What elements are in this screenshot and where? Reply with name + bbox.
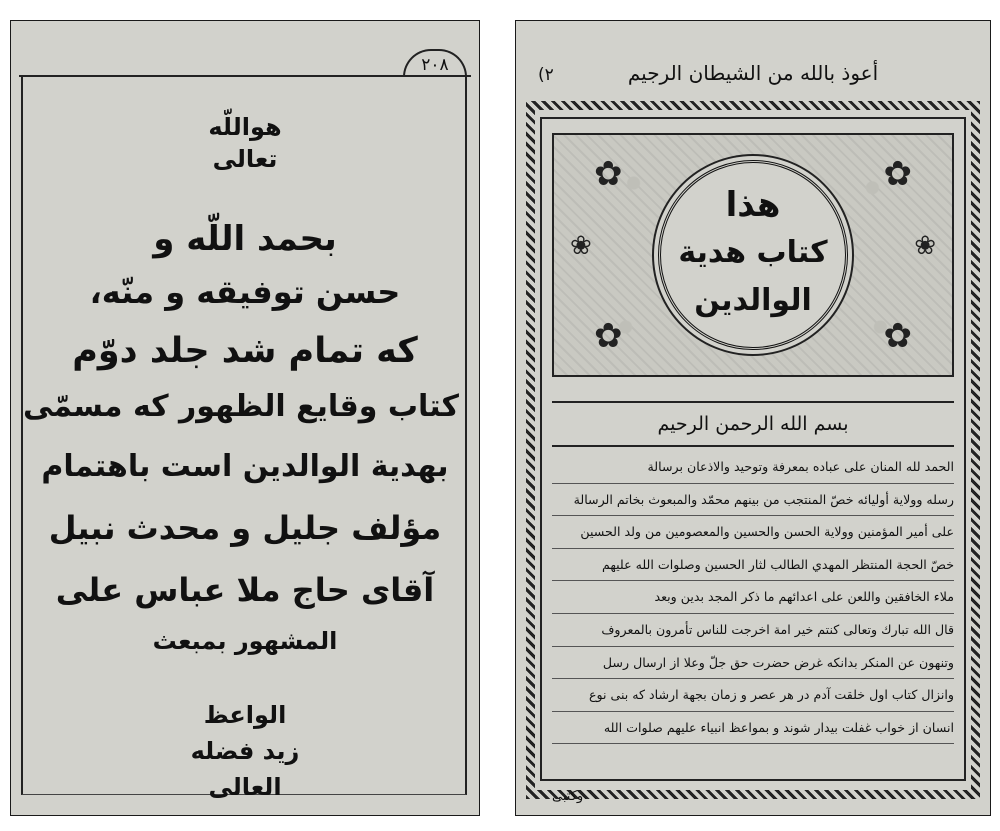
colophon-line: آقای حاج ملا عباس علی [55,571,435,609]
title-medallion [658,160,848,350]
left-page [10,20,480,816]
colophon-line: مؤلف جلیل و محدث نبیل [48,509,442,547]
colophon-line: المشهور بمبعث [152,627,338,655]
flower-ornament-icon: ✿ [594,316,623,356]
right-page [515,20,991,816]
colophon-line: حسن توفیقه و منّه، [89,273,401,311]
book-title-line: کتاب هدیة [678,235,828,270]
page-number-right: (۲ [538,65,554,85]
colophon-line: بهدیة الوالدین است باهتمام [41,449,449,484]
body-text-line: خصّ الحجة المنتظر المهدي الطالب لثار الحسين وصلوات الله عليهم [552,549,954,582]
body-text-line: انسان از خواب غفلت بیدار شوند و بمواعظ انبیاء علیهم صلوات الله [552,712,954,745]
body-text-line: على أمير المؤمنين وولاية الحسن والحسين والمعصومين من ولد الحسين [552,516,954,549]
flower-ornament-icon: ❀ [914,231,936,261]
invocation-line: تعالی [212,145,278,173]
left-page-frame [21,75,467,795]
body-text-line: وانزال کتاب اول خلقت آدم در هر عصر و زمان بجهة ارشاد که بنی نوع [552,679,954,712]
flower-ornament-icon: ✿ [594,154,623,194]
page-number-left: ۲۰۸ [403,49,467,77]
book-title-line: هذا [725,185,781,225]
body-text-line: رسله وولاية أوليائه خصّ المنتجب من بينهم محمّد والمبعوث بخاتم الرسالة [552,484,954,517]
title-panel [552,133,954,377]
isti-adha-header: أعوذ بالله من الشيطان الرجيم [627,61,879,85]
flower-ornament-icon: ❀ [570,231,592,261]
body-text-line: ملاء الخافقين واللعن على اعدائهم ما ذكر المجد بدين وبعد [552,581,954,614]
colophon-line: العالی [208,773,282,801]
colophon-line: که تمام شد جلد دوّم [72,331,418,371]
colophon-line: الواعظ [203,701,287,729]
body-text [552,451,954,789]
colophon-line: کتاب وقایع الظهور که مسمّی [22,389,459,424]
flower-ornament-icon: ✿ [883,316,912,356]
invocation-line: هواللّه [208,113,282,141]
body-text-line: الحمد لله المنان على عباده بمعرفة وتوحيد والاذعان برسالة [552,451,954,484]
colophon-line: بحمد اللّه و [153,219,337,259]
body-text-line: قال الله تبارك وتعالى كنتم خير امة اخرجت للناس تأمرون بالمعروف [552,614,954,647]
colophon-line: زید فضله [190,737,300,765]
bismillah-heading: بسم الله الرحمن الرحيم [552,401,954,447]
catchword: وکتبی [552,789,584,804]
body-text-line: وتنهون عن المنكر بدانکه غرض حضرت حق جلّ وعلا از ارسال رسل [552,647,954,680]
flower-ornament-icon: ✿ [883,154,912,194]
book-title-line: الوالدین [694,283,812,318]
